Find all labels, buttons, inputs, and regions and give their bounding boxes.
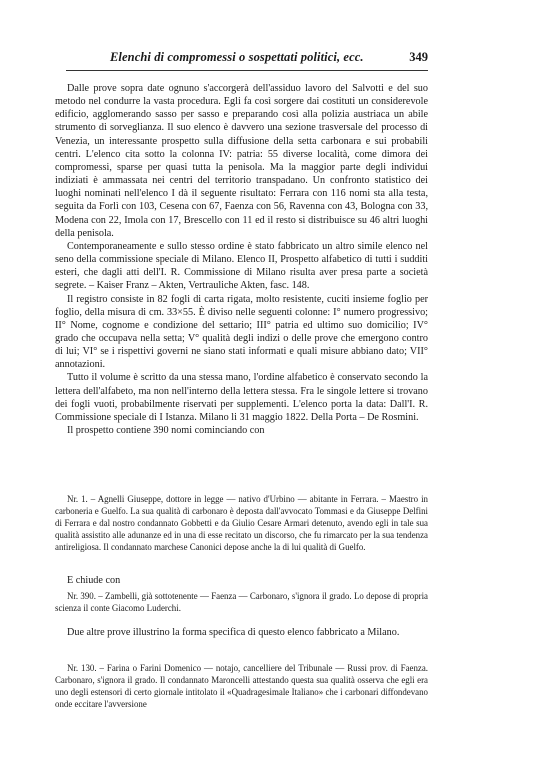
transition-closing: E chiude con (67, 575, 121, 586)
entry-1: Nr. 1. – Agnelli Giuseppe, dottore in legge — nativo d'Urbino — abitante in Ferrara. – Maestro in carboneria e Guelfo. La sua qualità di carbonaro è deposta dall'avvocato Tommasi e da Giuseppe Delfini di Ferrara e dal nostro condannato Gobbetti e da Giulio Cesare Armari detenuto, avendo egli in tale sua qualità assistito alle adunanze ed in una di esse recitato un discorso, che fu rimarcato per la sua tendenza antireligiosa. Il condannato marchese Canonici depose anche la di lui qualità di Guelfo. (55, 494, 428, 552)
entry-130: Nr. 130. – Farina o Farini Domenico — notajo, cancelliere del Tribunale — Russi prov. di Faenza. Carbonaro, s'ignora il grado. Il condannato Maroncelli attestando questa sua qualità osserva che egli era uno degli estensori di certo giornale intitolato il «Quadragesimale Italiano» che i carbonari diffondevano onde eccitare l'avversione (55, 663, 428, 709)
running-header (66, 50, 428, 71)
paragraph-elenco-ii: Contemporaneamente e sullo stesso ordine è stato fabbricato un altro simile elenco nel seno della commissione speciale di Milano. Elenco II, Prospetto alfabetico di tutti i sudditi esteri, che dagli atti dell'I. R. Commissione di Milano risulta aver presa parte a società segrete. – Kaiser Franz – Akten, Vertrauliche Akten, fasc. 148. (55, 240, 428, 292)
main-text (55, 82, 428, 437)
paragraph-salvotti: Dalle prove sopra date ognuno s'accorgerà dell'assiduo lavoro del Salvotti e del suo metodo nel condurre la vasta procedura. Egli fa così sorgere dai costituti un considerevole edificio, agglomerando sasso per sasso e preparando così alla polizia austriaca un abile strumento di sorveglianza. Il suo elenco è davvero una sezione trasversale del processo di Venezia, un interessante prospetto sulla diffusione della setta carbonara e sui probabili centri. L'elenco cita sotto la colonna IV: patria: 55 diverse località, come dimora dei compromessi, sparse per quasi tutta la penisola. Ma la maggior parte degli individui indiziati è ammassata nei centri del territorio transpadano. Un confronto statistico dei luoghi nominati nell'elenco I dà il seguente risultato: Ferrara con 116 nomi sta alla testa, seguita da Forlì con 103, Cesena con 67, Faenza con 56, Ravenna con 43, Bologna con 33, Modena con 22, Imola con 17, Brescello con 11 ed il resto si distribuisce su 46 altri luoghi della penisola. (55, 83, 428, 239)
paragraph-volume: Tutto il volume è scritto da una stessa mano, l'ordine alfabetico è conservato secondo la lettera dell'alfabeto, ma non nell'interno della lettera stessa. Fra le singole lettere si trovano dei fogli vuoti, probabilmente riservati per supplementi. L'elenco porta la data: Dall'I. R. Commissione speciale di I Istanza. Milano li 31 maggio 1822. Della Porta – De Rosmini. (55, 372, 428, 423)
transition-examples: Due altre prove illustrino la forma specifica di questo elenco fabbricato a Milano. (67, 627, 400, 638)
running-title: Elenchi di compromessi o sospettati politici, ecc. (110, 50, 364, 64)
paragraph-registro: Il registro consiste in 82 fogli di carta rigata, molto resistente, cuciti insieme foglio per foglio, della misura di cm. 33×55. È diviso nelle seguenti colonne: I° numero progressivo; II° Nome, cognome e condizione del settario; III° patria ed ultimo suo domicilio; IV° grado che occupava nella setta; V° qualità degli indizi o delle prove che emergono contro di lui; VI° se i rispettivi governi ne siano stati informati e quali misure abbiano dato; VII° annotazioni. (55, 293, 428, 371)
entry-390: Nr. 390. – Zambelli, già sottotenente — Faenza — Carbonaro, s'ignora il grado. Lo depose di propria scienza il conte Giacomo Luderchi. (55, 591, 428, 613)
paragraph-prospetto: Il prospetto contiene 390 nomi cominciando con (67, 425, 265, 437)
page-number: 349 (409, 50, 428, 64)
